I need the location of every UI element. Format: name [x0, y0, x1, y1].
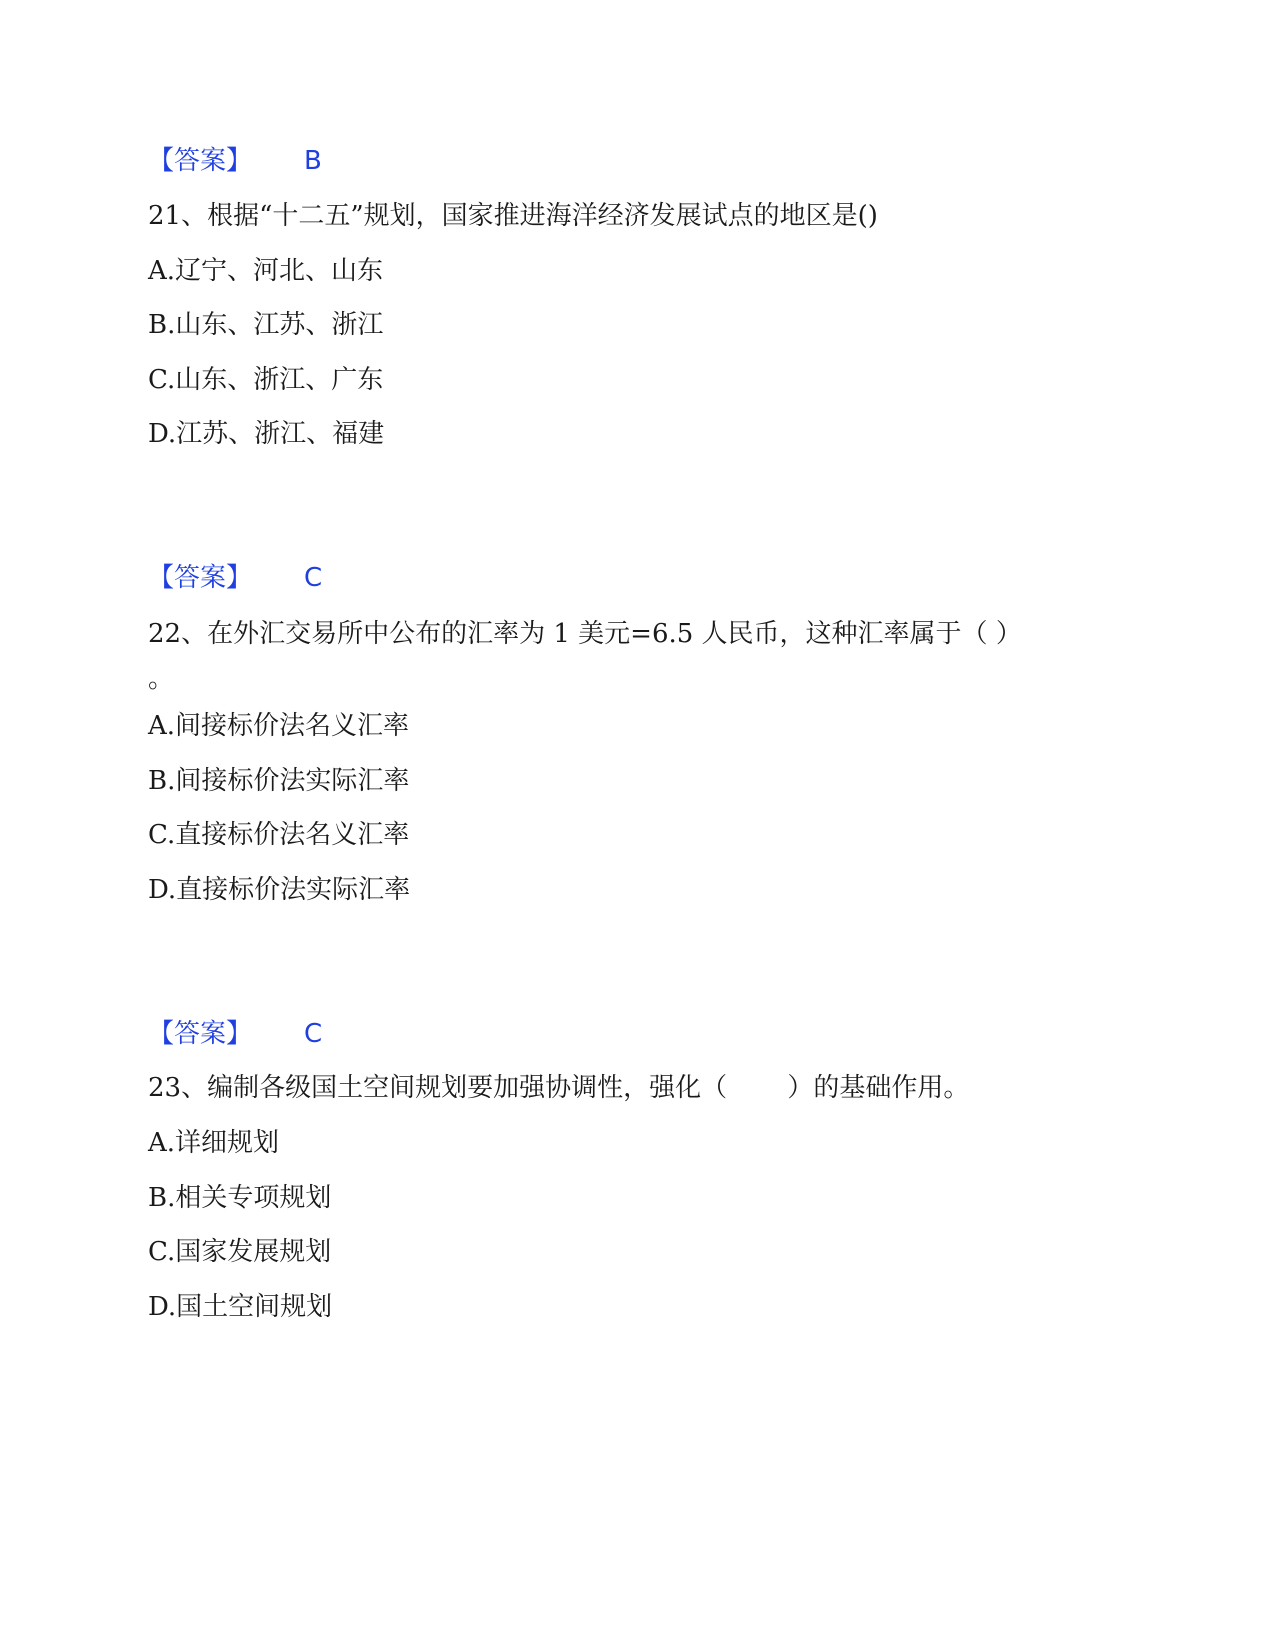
answer-row: [148, 561, 322, 595]
answer-label: 【答案】: [148, 1019, 253, 1049]
question-text: 22、在外汇交易所中公布的汇率为 1 美元=6.5 人民币，这种汇率属于（ ）: [148, 619, 1022, 649]
question-text-continued: 。: [148, 664, 175, 694]
answer-row: [148, 144, 322, 178]
option-b: B.山东、江苏、浙江: [148, 310, 384, 340]
option-c: C.国家发展规划: [148, 1237, 332, 1267]
question-text: 23、编制各级国土空间规划要加强协调性，强化（ ）的基础作用。: [148, 1073, 970, 1103]
answer-value: C: [304, 563, 323, 593]
answer-row: [148, 1017, 322, 1051]
option-b: B.相关专项规划: [148, 1183, 332, 1213]
option-c: C.直接标价法名义汇率: [148, 820, 410, 850]
answer-value: B: [304, 146, 322, 176]
answer-label: 【答案】: [148, 563, 253, 593]
option-a: A.间接标价法名义汇率: [148, 711, 410, 741]
option-a: A.详细规划: [148, 1128, 280, 1158]
answer-label: 【答案】: [148, 146, 253, 176]
option-d: D.直接标价法实际汇率: [148, 875, 411, 905]
question-text: 21、根据“十二五”规划，国家推进海洋经济发展试点的地区是(): [148, 201, 878, 231]
option-c: C.山东、浙江、广东: [148, 365, 384, 395]
option-a: A.辽宁、河北、山东: [148, 256, 384, 286]
option-d: D.国土空间规划: [148, 1292, 333, 1322]
option-d: D.江苏、浙江、福建: [148, 419, 385, 449]
option-b: B.间接标价法实际汇率: [148, 766, 410, 796]
answer-value: C: [304, 1019, 323, 1049]
